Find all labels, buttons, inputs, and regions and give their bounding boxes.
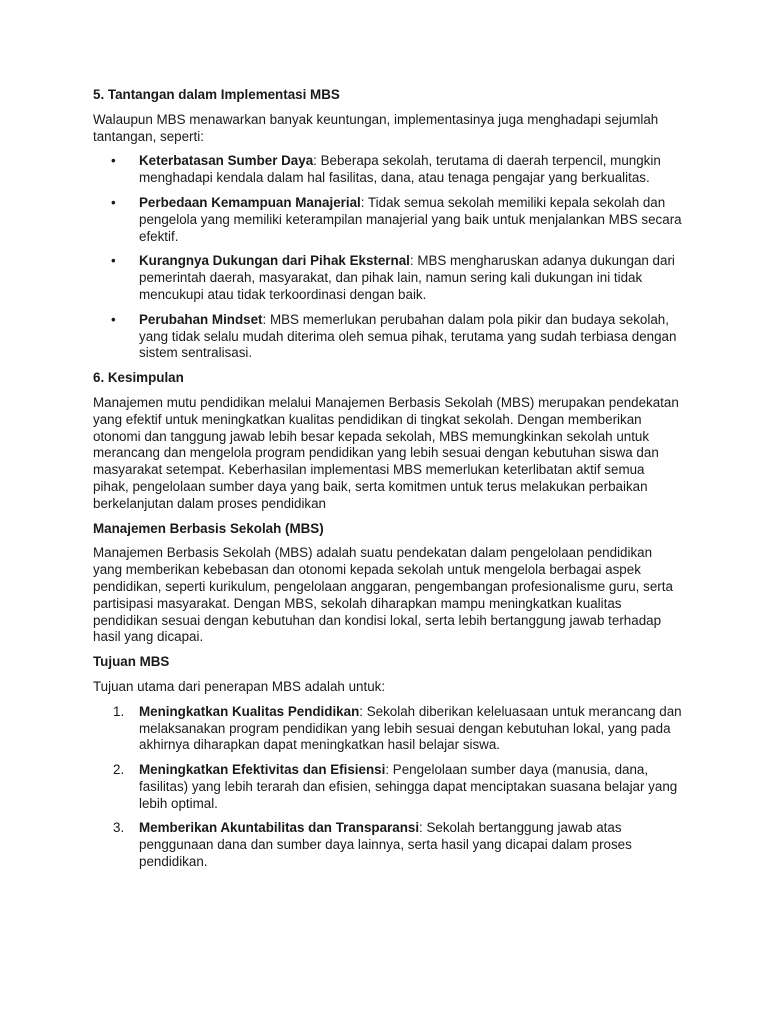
list-item [93, 704, 683, 754]
list-item [93, 762, 683, 812]
bullet-marker: • [111, 153, 116, 169]
item-text: : Sekolah diberikan keleluasaan untuk merancang dan melaksanakan program pendidikan yang lebih sesuai dengan kebutuhan lokal, yang pada akhirnya diharapkan dapat meningkatkan hasil belajar siswa. [139, 703, 682, 753]
item-term: Meningkatkan Kualitas Pendidikan [139, 703, 360, 719]
item-term: Meningkatkan Efektivitas dan Efisiensi [139, 762, 386, 778]
challenges-list [93, 153, 683, 362]
item-text: : MBS mengharuskan adanya dukungan dari pemerintah daerah, masyarakat, dan pihak lain, namun sering kali dukungan ini tidak mencukupi atau tidak terkoordinasi dengan baik. [139, 253, 675, 302]
item-text: : Beberapa sekolah, terutama di daerah terpencil, mungkin menghadapi kendala dalam hal fasilitas, dana, atau tenaga pengajar yang berkualitas. [139, 153, 661, 186]
number-marker: 1. [113, 703, 125, 719]
mbs-heading: Manajemen Berbasis Sekolah (MBS) [93, 520, 324, 536]
bullet-marker: • [111, 194, 116, 210]
tujuan-intro: Tujuan utama dari penerapan MBS adalah untuk: [93, 678, 386, 694]
tujuan-heading: Tujuan MBS [93, 654, 170, 670]
item-term: Perbedaan Kemampuan Manajerial [139, 194, 361, 210]
section-6-heading: 6. Kesimpulan [93, 370, 184, 386]
item-text: : Tidak semua sekolah memiliki kepala sekolah dan pengelola yang memiliki keterampilan manajerial yang baik untuk menjalankan MBS secara efektif. [139, 194, 682, 244]
item-text: : Pengelolaan sumber daya (manusia, dana, fasilitas) yang lebih terarah dan efisien, sehingga dapat menciptakan suasana belajar yang lebih optimal. [139, 762, 678, 811]
document-page [93, 87, 683, 879]
number-marker: 2. [113, 762, 125, 778]
list-item [93, 195, 683, 245]
section-6-body: Manajemen mutu pendidikan melalui Manajemen Berbasis Sekolah (MBS) merupakan pendekatan yang efektif untuk meningkatkan kualitas pendidikan di tingkat sekolah. Dengan memberikan otonomi dan tanggung jawab lebih besar kepada sekolah, MBS memungkinkan sekolah untuk merancang dan mengelola program pendidikan yang lebih sesuai dengan kebutuhan siswa dan masyarakat setempat. Keberhasilan implementasi MBS memerlukan keterlibatan aktif semua pihak, pengelolaan sumber daya yang baik, serta komitmen untuk terus melakukan perbaikan berkelanjutan dalam proses pendidikan [93, 394, 679, 511]
bullet-marker: • [111, 311, 116, 327]
list-item [93, 253, 683, 303]
mbs-body: Manajemen Berbasis Sekolah (MBS) adalah suatu pendekatan dalam pengelolaan pendidikan yang memberikan kebebasan dan otonomi kepada sekolah untuk mengelola berbagai aspek pendidikan, seperti kurikulum, pengelolaan anggaran, pengembangan profesionalisme guru, serta partisipasi masyarakat. Dengan MBS, sekolah diharapkan mampu meningkatkan kualitas pendidikan sesuai dengan kebutuhan dan kondisi lokal, serta lebih bertanggung jawab terhadap hasil yang dicapai. [93, 545, 673, 645]
bullet-marker: • [111, 253, 116, 269]
list-item [93, 820, 683, 870]
item-text: : MBS memerlukan perubahan dalam pola pikir dan budaya sekolah, yang tidak selalu mudah diterima oleh semua pihak, terutama yang sudah terbiasa dengan sistem sentralisasi. [139, 311, 677, 361]
goals-list [93, 704, 683, 871]
section-5-intro: Walaupun MBS menawarkan banyak keuntungan, implementasinya juga menghadapi sejumlah tantangan, seperti: [93, 111, 659, 144]
item-term: Kurangnya Dukungan dari Pihak Eksternal [139, 253, 410, 269]
section-5-heading: 5. Tantangan dalam Implementasi MBS [93, 87, 340, 102]
item-text: : Sekolah bertanggung jawab atas penggunaan dana dan sumber daya lainnya, serta hasil yang dicapai dalam proses pendidikan. [139, 820, 632, 870]
item-term: Keterbatasan Sumber Daya [139, 153, 314, 169]
list-item [93, 153, 683, 187]
item-term: Perubahan Mindset [139, 311, 263, 327]
item-term: Memberikan Akuntabilitas dan Transparansi [139, 820, 420, 836]
list-item [93, 312, 683, 362]
number-marker: 3. [113, 820, 125, 836]
